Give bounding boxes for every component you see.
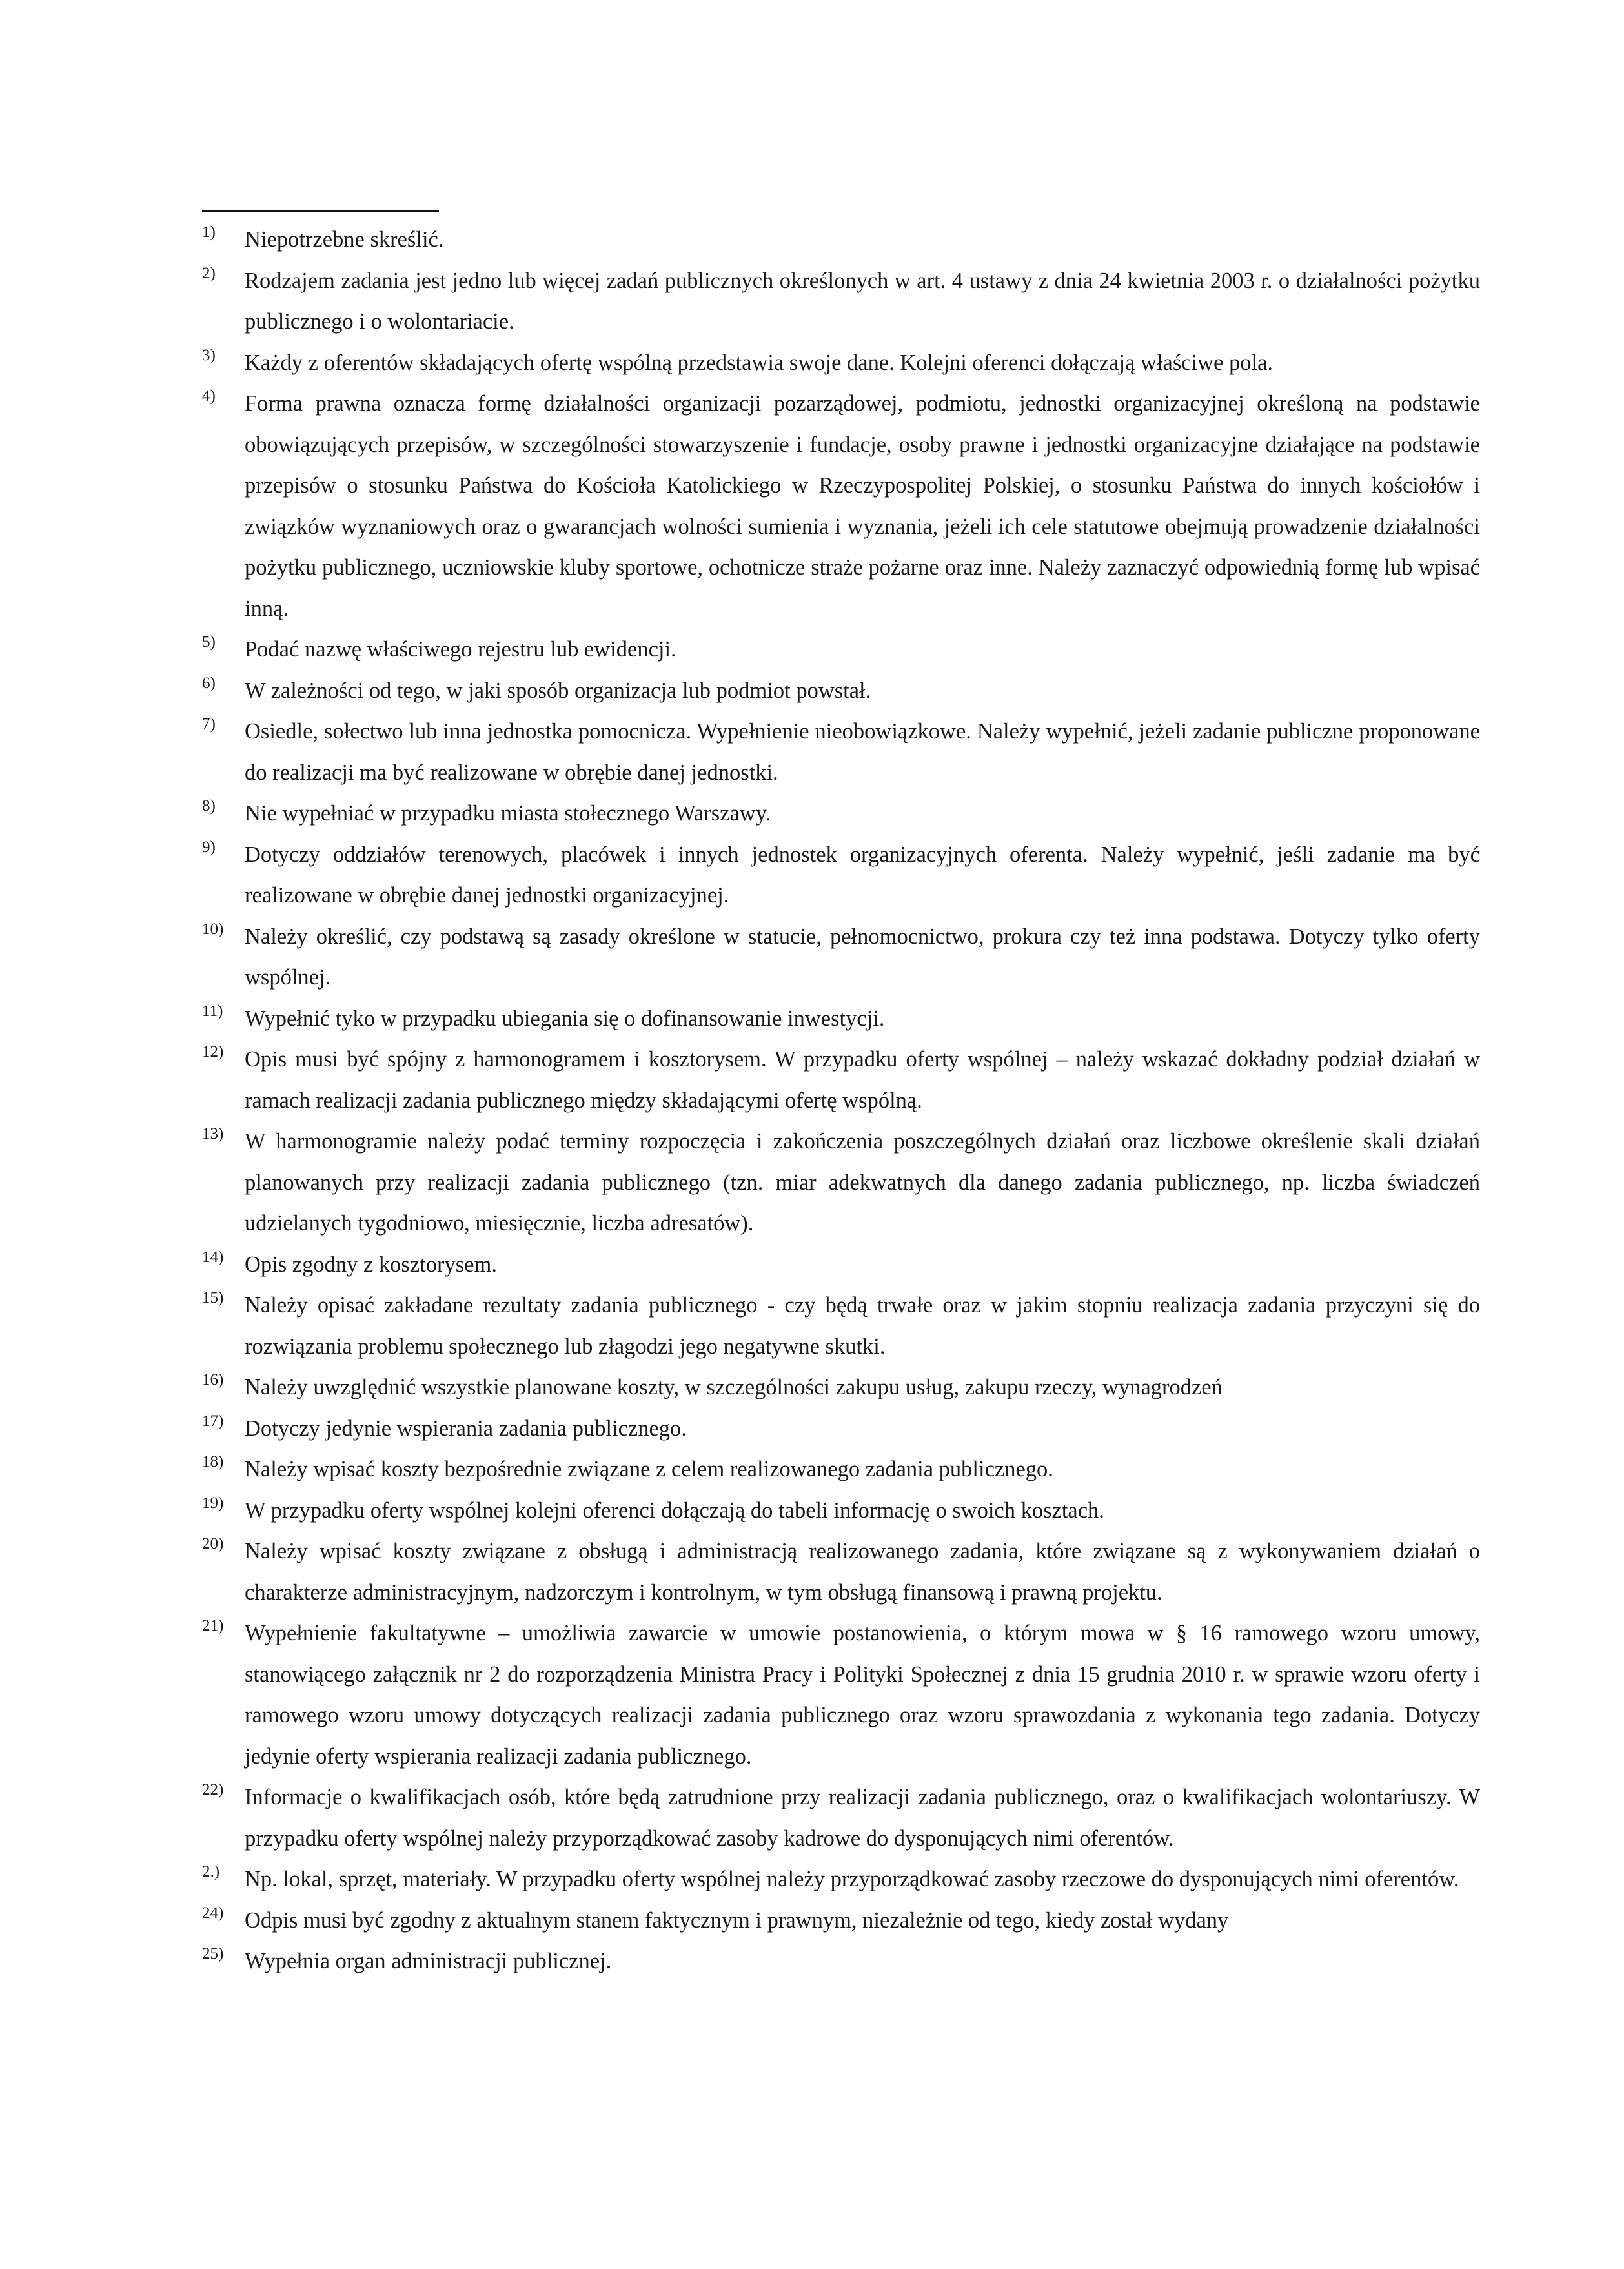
footnote-number: 7) <box>202 715 216 733</box>
footnote-text: Należy uwzględnić wszystkie planowane koszty, w szczególności zakupu usług, zakupu rzeczy, wynagrodzeń <box>245 1375 1223 1399</box>
footnote-text: Dotyczy jedynie wspierania zadania publicznego. <box>245 1416 687 1441</box>
footnote-7 <box>202 711 1480 793</box>
footnote-text: Dotyczy oddziałów terenowych, placówek i innych jednostek organizacyjnych oferenta. Należy wypełnić, jeśli zadanie ma być realizowane w obrębie danej jednostki organizacyjnej. <box>245 842 1480 908</box>
footnote-23 <box>202 1859 1480 1900</box>
footnote-number: 9) <box>202 838 216 856</box>
footnote-number: 10) <box>202 920 224 938</box>
footnote-18 <box>202 1449 1480 1491</box>
footnote-number: 22) <box>202 1781 224 1798</box>
footnote-6 <box>202 671 1480 712</box>
footnote-1 <box>202 219 1480 261</box>
footnote-19 <box>202 1491 1480 1532</box>
footnote-number: 21) <box>202 1617 224 1634</box>
footnote-number: 6) <box>202 674 216 692</box>
footnote-number: 11) <box>202 1002 223 1020</box>
footnote-2 <box>202 261 1480 343</box>
footnote-number: 8) <box>202 797 216 815</box>
footnote-number: 2) <box>202 264 216 282</box>
footnote-13 <box>202 1121 1480 1245</box>
footnote-number: 5) <box>202 633 216 651</box>
footnote-24 <box>202 1900 1480 1942</box>
footnote-text: Opis musi być spójny z harmonogramem i kosztorysem. W przypadku oferty wspólnej – należy wskazać dokładny podział działań w ramach realizacji zadania publicznego między składającymi ofertę wspólną. <box>245 1047 1480 1113</box>
footnote-16 <box>202 1367 1480 1409</box>
footnote-text: W przypadku oferty wspólnej kolejni oferenci dołączają do tabeli informację o swoich kosztach. <box>245 1498 1104 1523</box>
footnote-text: Forma prawna oznacza formę działalności organizacji pozarządowej, podmiotu, jednostki organizacyjnej określoną na podstawie obowiązujących przepisów, w szczególności stowarzyszenie i fundacje, osoby prawne i jednostki organizacyjne działające na podstawie przepisów o stosunku Państwa do Kościoła Katolickiego w Rzeczypospolitej Polskiej, o stosunku Państwa do innych kościołów i związków wyznaniowych oraz o gwarancjach wolności sumienia i wyznania, jeżeli ich cele statutowe obejmują prowadzenie działalności pożytku publicznego, uczniowskie kluby sportowe, ochotnicze straże pożarne oraz inne. Należy zaznaczyć odpowiednią formę lub wpisać inną. <box>245 391 1480 621</box>
footnote-text: Nie wypełniać w przypadku miasta stołecznego Warszawy. <box>245 801 771 826</box>
footnote-10 <box>202 917 1480 999</box>
footnote-text: W zależności od tego, w jaki sposób organizacja lub podmiot powstał. <box>245 678 871 703</box>
footnote-4 <box>202 383 1480 629</box>
footnote-25 <box>202 1941 1480 1982</box>
footnote-text: Należy wpisać koszty związane z obsługą i administracją realizowanego zadania, które związane są z wykonywaniem działań o charakterze administracyjnym, nadzorczym i kontrolnym, w tym obsługą finansową i prawną projektu. <box>245 1539 1480 1605</box>
footnote-3 <box>202 343 1480 384</box>
footnote-14 <box>202 1245 1480 1286</box>
footnote-text: Niepotrzebne skreślić. <box>245 227 444 252</box>
footnote-number: 12) <box>202 1043 224 1061</box>
footnote-22 <box>202 1777 1480 1859</box>
footnote-8 <box>202 793 1480 835</box>
footnote-text: Wypełnienie fakultatywne – umożliwia zawarcie w umowie postanowienia, o którym mowa w § 16 ramowego wzoru umowy, stanowiącego załącznik nr 2 do rozporządzenia Ministra Pracy i Polityki Społecznej z dnia 15 grudnia 2010 r. w sprawie wzoru oferty i ramowego wzoru umowy dotyczących realizacji zadania publicznego oraz wzoru sprawozdania z wykonania tego zadania. Dotyczy jedynie oferty wspierania realizacji zadania publicznego. <box>245 1621 1480 1769</box>
footnote-text: W harmonogramie należy podać terminy rozpoczęcia i zakończenia poszczególnych działań oraz liczbowe określenie skali działań planowanych przy realizacji zadania publicznego (tzn. miar adekwatnych dla danego zadania publicznego, np. liczba świadczeń udzielanych tygodniowo, miesięcznie, liczba adresatów). <box>245 1129 1480 1236</box>
footnote-number: 4) <box>202 387 216 405</box>
footnote-text: Należy wpisać koszty bezpośrednie związane z celem realizowanego zadania publicznego. <box>245 1457 1053 1481</box>
footnote-number: 18) <box>202 1453 224 1470</box>
footnote-9 <box>202 835 1480 917</box>
footnote-number: 14) <box>202 1248 224 1266</box>
footnote-17 <box>202 1409 1480 1450</box>
footnote-number: 17) <box>202 1412 224 1430</box>
footnote-21 <box>202 1613 1480 1777</box>
footnote-text: Każdy z oferentów składających ofertę wspólną przedstawia swoje dane. Kolejni oferenci dołączają właściwe pola. <box>245 350 1274 375</box>
footnote-text: Rodzajem zadania jest jedno lub więcej zadań publicznych określonych w art. 4 ustawy z dnia 24 kwietnia 2003 r. o działalności pożytku publicznego i o wolontariacie. <box>245 268 1480 334</box>
footnote-20 <box>202 1531 1480 1613</box>
footnote-text: Osiedle, sołectwo lub inna jednostka pomocnicza. Wypełnienie nieobowiązkowe. Należy wypełnić, jeżeli zadanie publiczne proponowane do realizacji ma być realizowane w obrębie danej jednostki. <box>245 719 1480 785</box>
footnote-text: Należy opisać zakładane rezultaty zadania publicznego - czy będą trwałe oraz w jakim stopniu realizacja zadania przyczyni się do rozwiązania problemu społecznego lub złagodzi jego negatywne skutki. <box>245 1293 1480 1359</box>
footnote-15 <box>202 1285 1480 1367</box>
footnote-text: Należy określić, czy podstawą są zasady określone w statucie, pełnomocnictwo, prokura czy też inna podstawa. Dotyczy tylko oferty wspólnej. <box>245 924 1480 990</box>
footnote-text: Podać nazwę właściwego rejestru lub ewidencji. <box>245 637 676 662</box>
footnote-text: Wypełnić tyko w przypadku ubiegania się o dofinansowanie inwestycji. <box>245 1006 885 1031</box>
footnotes-list <box>202 219 1480 1982</box>
footnote-number: 2.) <box>202 1863 220 1880</box>
footnote-text: Wypełnia organ administracji publicznej. <box>245 1949 612 1973</box>
footnote-number: 25) <box>202 1945 224 1962</box>
footnote-text: Np. lokal, sprzęt, materiały. W przypadku oferty wspólnej należy przyporządkować zasoby rzeczowe do dysponujących nimi oferentów. <box>245 1867 1459 1891</box>
footnote-number: 3) <box>202 346 216 364</box>
footnote-5 <box>202 629 1480 671</box>
footnote-12 <box>202 1039 1480 1121</box>
footnote-number: 15) <box>202 1289 224 1307</box>
footnote-number: 1) <box>202 223 216 241</box>
footnote-number: 19) <box>202 1494 224 1512</box>
footnote-text: Odpis musi być zgodny z aktualnym stanem faktycznym i prawnym, niezależnie od tego, kiedy został wydany <box>245 1908 1229 1933</box>
footnote-number: 24) <box>202 1904 224 1922</box>
footnote-separator <box>202 210 439 212</box>
footnote-number: 13) <box>202 1125 224 1143</box>
footnote-11 <box>202 999 1480 1040</box>
footnote-number: 20) <box>202 1535 224 1552</box>
footnote-number: 16) <box>202 1371 224 1389</box>
footnote-text: Informacje o kwalifikacjach osób, które będą zatrudnione przy realizacji zadania publicznego, oraz o kwalifikacjach wolontariuszy. W przypadku oferty wspólnej należy przyporządkować zasoby kadrowe do dysponujących nimi oferentów. <box>245 1785 1480 1851</box>
footnote-text: Opis zgodny z kosztorysem. <box>245 1252 497 1277</box>
